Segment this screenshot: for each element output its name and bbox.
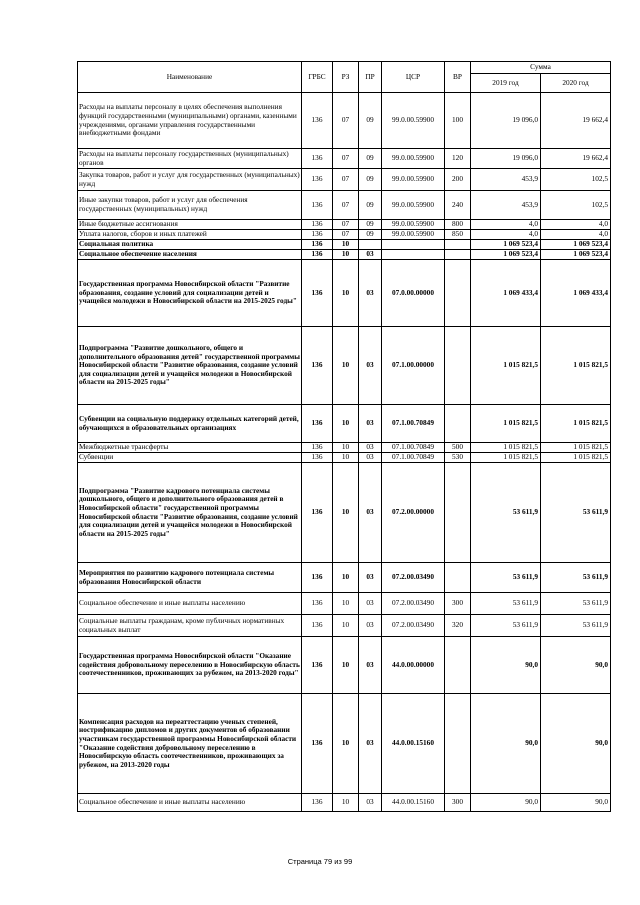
cell-rz: 10 xyxy=(333,260,359,327)
cell-2020: 1 069 523,4 xyxy=(541,240,611,250)
table-row xyxy=(78,260,611,327)
cell-vr xyxy=(445,327,471,405)
cell-vr: 200 xyxy=(445,169,471,191)
cell-pr: 03 xyxy=(359,563,382,593)
cell-vr: 100 xyxy=(445,93,471,149)
cell-name: Межбюджетные трансферты xyxy=(78,443,302,453)
cell-csr: 07.0.00.00000 xyxy=(382,260,445,327)
table-row xyxy=(78,169,611,191)
table-row xyxy=(78,230,611,240)
cell-grbs: 136 xyxy=(302,615,333,637)
cell-rz: 10 xyxy=(333,327,359,405)
cell-grbs: 136 xyxy=(302,405,333,443)
cell-vr: 240 xyxy=(445,191,471,220)
cell-2019: 53 611,9 xyxy=(471,563,541,593)
cell-2020: 90,0 xyxy=(541,694,611,794)
cell-csr: 99.0.00.59900 xyxy=(382,220,445,230)
cell-2019: 1 015 821,5 xyxy=(471,405,541,443)
cell-grbs: 136 xyxy=(302,260,333,327)
header-pr: ПР xyxy=(359,62,382,93)
cell-rz: 10 xyxy=(333,637,359,694)
cell-2020: 90,0 xyxy=(541,637,611,694)
cell-name: Субвенции xyxy=(78,453,302,463)
cell-2019: 90,0 xyxy=(471,694,541,794)
cell-pr: 09 xyxy=(359,220,382,230)
cell-name: Закупка товаров, работ и услуг для государственных (муниципальных) нужд xyxy=(78,169,302,191)
cell-pr: 09 xyxy=(359,169,382,191)
cell-rz: 07 xyxy=(333,149,359,169)
cell-vr xyxy=(445,637,471,694)
table-row xyxy=(78,615,611,637)
cell-vr xyxy=(445,250,471,260)
cell-2020: 1 069 523,4 xyxy=(541,250,611,260)
cell-name: Социальные выплаты гражданам, кроме публичных нормативных социальных выплат xyxy=(78,615,302,637)
cell-2020: 1 015 821,5 xyxy=(541,327,611,405)
table-row xyxy=(78,250,611,260)
cell-2020: 53 611,9 xyxy=(541,615,611,637)
cell-rz: 10 xyxy=(333,405,359,443)
cell-2020: 53 611,9 xyxy=(541,463,611,563)
cell-2019: 53 611,9 xyxy=(471,463,541,563)
cell-pr: 03 xyxy=(359,453,382,463)
cell-rz: 10 xyxy=(333,615,359,637)
header-2020: 2020 год xyxy=(541,74,611,93)
cell-name: Государственная программа Новосибирской области "Развитие образования, создание условий для социализации детей и учащейся молодежи в Новосибирской области на 2015-2025 годы" xyxy=(78,260,302,327)
cell-grbs: 136 xyxy=(302,93,333,149)
cell-name: Социальное обеспечение и иные выплаты населению xyxy=(78,593,302,615)
cell-csr: 99.0.00.59900 xyxy=(382,169,445,191)
cell-name: Иные бюджетные ассигнования xyxy=(78,220,302,230)
cell-csr: 99.0.00.59900 xyxy=(382,149,445,169)
cell-grbs: 136 xyxy=(302,463,333,563)
cell-2020: 19 662,4 xyxy=(541,93,611,149)
cell-pr: 03 xyxy=(359,327,382,405)
cell-2019: 1 015 821,5 xyxy=(471,327,541,405)
cell-2020: 19 662,4 xyxy=(541,149,611,169)
cell-2019: 453,9 xyxy=(471,191,541,220)
cell-vr: 300 xyxy=(445,593,471,615)
header-name: Наименование xyxy=(78,62,302,93)
cell-2019: 1 015 821,5 xyxy=(471,443,541,453)
cell-rz: 10 xyxy=(333,563,359,593)
cell-rz: 10 xyxy=(333,593,359,615)
cell-grbs: 136 xyxy=(302,230,333,240)
cell-rz: 10 xyxy=(333,463,359,563)
cell-rz: 10 xyxy=(333,443,359,453)
cell-grbs: 136 xyxy=(302,593,333,615)
cell-2020: 90,0 xyxy=(541,794,611,812)
cell-rz: 10 xyxy=(333,794,359,812)
table-row xyxy=(78,794,611,812)
cell-csr: 07.2.00.03490 xyxy=(382,593,445,615)
cell-name: Компенсация расходов на переаттестацию ученых степеней, нострификацию дипломов и других документов об образовании участникам государственной программы Новосибирской области "Оказание содействия добровольному переселению в Новосибирскую область соотечественников, проживающих за рубежом, на 2013-2020 годы xyxy=(78,694,302,794)
cell-vr xyxy=(445,240,471,250)
table-row xyxy=(78,327,611,405)
cell-pr: 03 xyxy=(359,405,382,443)
cell-rz: 07 xyxy=(333,220,359,230)
cell-name: Подпрограмма "Развитие кадрового потенциала системы дошкольного, общего и дополнительного образования детей в Новосибирской области" государственной программы Новосибирской области "Развитие образования, создание условий для социализации детей и учащейся молодежи в Новосибирской области на 2015-2025 годы" xyxy=(78,463,302,563)
budget-table xyxy=(77,61,611,812)
table-body xyxy=(78,93,611,812)
table-row xyxy=(78,93,611,149)
table-row xyxy=(78,443,611,453)
cell-pr: 03 xyxy=(359,794,382,812)
header-vr: ВР xyxy=(445,62,471,93)
cell-vr: 120 xyxy=(445,149,471,169)
cell-pr: 03 xyxy=(359,250,382,260)
cell-2020: 1 015 821,5 xyxy=(541,453,611,463)
cell-2020: 102,5 xyxy=(541,191,611,220)
cell-2020: 1 015 821,5 xyxy=(541,405,611,443)
cell-name: Расходы на выплаты персоналу государственных (муниципальных) органов xyxy=(78,149,302,169)
cell-csr: 44.0.00.15160 xyxy=(382,794,445,812)
header-sum: Сумма xyxy=(471,62,611,74)
cell-name: Субвенции на социальную поддержку отдельных категорий детей, обучающихся в образовательных организациях xyxy=(78,405,302,443)
table-row xyxy=(78,149,611,169)
cell-grbs: 136 xyxy=(302,327,333,405)
cell-2019: 19 096,0 xyxy=(471,149,541,169)
cell-name: Социальное обеспечение населения xyxy=(78,250,302,260)
table-row xyxy=(78,220,611,230)
cell-rz: 07 xyxy=(333,93,359,149)
cell-vr xyxy=(445,260,471,327)
cell-csr: 07.1.00.70849 xyxy=(382,405,445,443)
cell-vr xyxy=(445,405,471,443)
cell-pr: 03 xyxy=(359,637,382,694)
cell-pr: 09 xyxy=(359,230,382,240)
table-row xyxy=(78,405,611,443)
cell-2019: 53 611,9 xyxy=(471,615,541,637)
table-row xyxy=(78,463,611,563)
cell-name: Уплата налогов, сборов и иных платежей xyxy=(78,230,302,240)
cell-pr: 03 xyxy=(359,615,382,637)
cell-grbs: 136 xyxy=(302,794,333,812)
cell-rz: 10 xyxy=(333,453,359,463)
header-grbs: ГРБС xyxy=(302,62,333,93)
cell-pr: 09 xyxy=(359,191,382,220)
cell-2020: 4,0 xyxy=(541,230,611,240)
cell-rz: 10 xyxy=(333,250,359,260)
cell-name: Подпрограмма "Развитие дошкольного, общего и дополнительного образования детей" государственной программы Новосибирской области "Развитие образования, создание условий для социализации детей и учащейся молодежи в Новосибирской области на 2015-2025 годы" xyxy=(78,327,302,405)
table-row xyxy=(78,694,611,794)
cell-csr: 44.0.00.15160 xyxy=(382,694,445,794)
cell-vr xyxy=(445,463,471,563)
cell-rz: 10 xyxy=(333,694,359,794)
cell-vr: 320 xyxy=(445,615,471,637)
cell-rz: 07 xyxy=(333,169,359,191)
cell-grbs: 136 xyxy=(302,453,333,463)
cell-vr: 300 xyxy=(445,794,471,812)
cell-csr: 07.2.00.03490 xyxy=(382,563,445,593)
cell-csr: 07.1.00.70849 xyxy=(382,453,445,463)
cell-name: Социальное обеспечение и иные выплаты населению xyxy=(78,794,302,812)
cell-rz: 07 xyxy=(333,230,359,240)
cell-vr: 530 xyxy=(445,453,471,463)
cell-2019: 4,0 xyxy=(471,220,541,230)
cell-2019: 53 611,9 xyxy=(471,593,541,615)
cell-csr xyxy=(382,250,445,260)
table-row xyxy=(78,637,611,694)
table-row xyxy=(78,191,611,220)
cell-name: Расходы на выплаты персоналу в целях обеспечения выполнения функций государственными (муниципальными) органами, казенными учреждениями, органами управления государственными внебюджетными фондами xyxy=(78,93,302,149)
cell-grbs: 136 xyxy=(302,563,333,593)
cell-grbs: 136 xyxy=(302,250,333,260)
table-header xyxy=(78,62,611,93)
header-rz: РЗ xyxy=(333,62,359,93)
cell-csr: 44.0.00.00000 xyxy=(382,637,445,694)
cell-grbs: 136 xyxy=(302,220,333,230)
cell-2019: 4,0 xyxy=(471,230,541,240)
cell-rz: 10 xyxy=(333,240,359,250)
cell-vr: 500 xyxy=(445,443,471,453)
cell-csr: 07.2.00.03490 xyxy=(382,615,445,637)
cell-rz: 07 xyxy=(333,191,359,220)
cell-name: Государственная программа Новосибирской области "Оказание содействия добровольному переселению в Новосибирскую область соотечественников, проживающих за рубежом, на 2013-2020 годы" xyxy=(78,637,302,694)
cell-2019: 19 096,0 xyxy=(471,93,541,149)
cell-vr: 850 xyxy=(445,230,471,240)
cell-csr: 07.1.00.00000 xyxy=(382,327,445,405)
cell-2019: 90,0 xyxy=(471,637,541,694)
cell-name: Социальная политика xyxy=(78,240,302,250)
cell-csr: 99.0.00.59900 xyxy=(382,93,445,149)
cell-pr: 03 xyxy=(359,694,382,794)
cell-2019: 1 015 821,5 xyxy=(471,453,541,463)
cell-pr: 03 xyxy=(359,463,382,563)
table-row xyxy=(78,593,611,615)
cell-csr: 99.0.00.59900 xyxy=(382,191,445,220)
cell-grbs: 136 xyxy=(302,240,333,250)
cell-2019: 1 069 433,4 xyxy=(471,260,541,327)
cell-csr: 07.2.00.00000 xyxy=(382,463,445,563)
cell-grbs: 136 xyxy=(302,637,333,694)
cell-csr: 99.0.00.59900 xyxy=(382,230,445,240)
cell-pr: 03 xyxy=(359,593,382,615)
cell-pr: 03 xyxy=(359,260,382,327)
cell-pr: 03 xyxy=(359,443,382,453)
cell-vr xyxy=(445,563,471,593)
header-2019: 2019 год xyxy=(471,74,541,93)
cell-name: Иные закупки товаров, работ и услуг для обеспечения государственных (муниципальных) нужд xyxy=(78,191,302,220)
header-csr: ЦСР xyxy=(382,62,445,93)
cell-2020: 102,5 xyxy=(541,169,611,191)
cell-2019: 1 069 523,4 xyxy=(471,240,541,250)
cell-2019: 90,0 xyxy=(471,794,541,812)
table-row xyxy=(78,240,611,250)
cell-grbs: 136 xyxy=(302,443,333,453)
page-footer: Страница 79 из 99 xyxy=(287,857,353,866)
cell-grbs: 136 xyxy=(302,191,333,220)
cell-vr: 800 xyxy=(445,220,471,230)
cell-grbs: 136 xyxy=(302,169,333,191)
cell-grbs: 136 xyxy=(302,149,333,169)
cell-grbs: 136 xyxy=(302,694,333,794)
cell-pr: 09 xyxy=(359,93,382,149)
cell-csr: 07.1.00.70849 xyxy=(382,443,445,453)
cell-2020: 53 611,9 xyxy=(541,593,611,615)
cell-2020: 4,0 xyxy=(541,220,611,230)
cell-pr: 09 xyxy=(359,149,382,169)
cell-2020: 1 069 433,4 xyxy=(541,260,611,327)
table-row xyxy=(78,563,611,593)
cell-2020: 1 015 821,5 xyxy=(541,443,611,453)
cell-name: Мероприятия по развитию кадрового потенциала системы образования Новосибирской области xyxy=(78,563,302,593)
cell-2019: 453,9 xyxy=(471,169,541,191)
cell-csr xyxy=(382,240,445,250)
cell-2020: 53 611,9 xyxy=(541,563,611,593)
cell-2019: 1 069 523,4 xyxy=(471,250,541,260)
cell-vr xyxy=(445,694,471,794)
cell-pr xyxy=(359,240,382,250)
table-row xyxy=(78,453,611,463)
